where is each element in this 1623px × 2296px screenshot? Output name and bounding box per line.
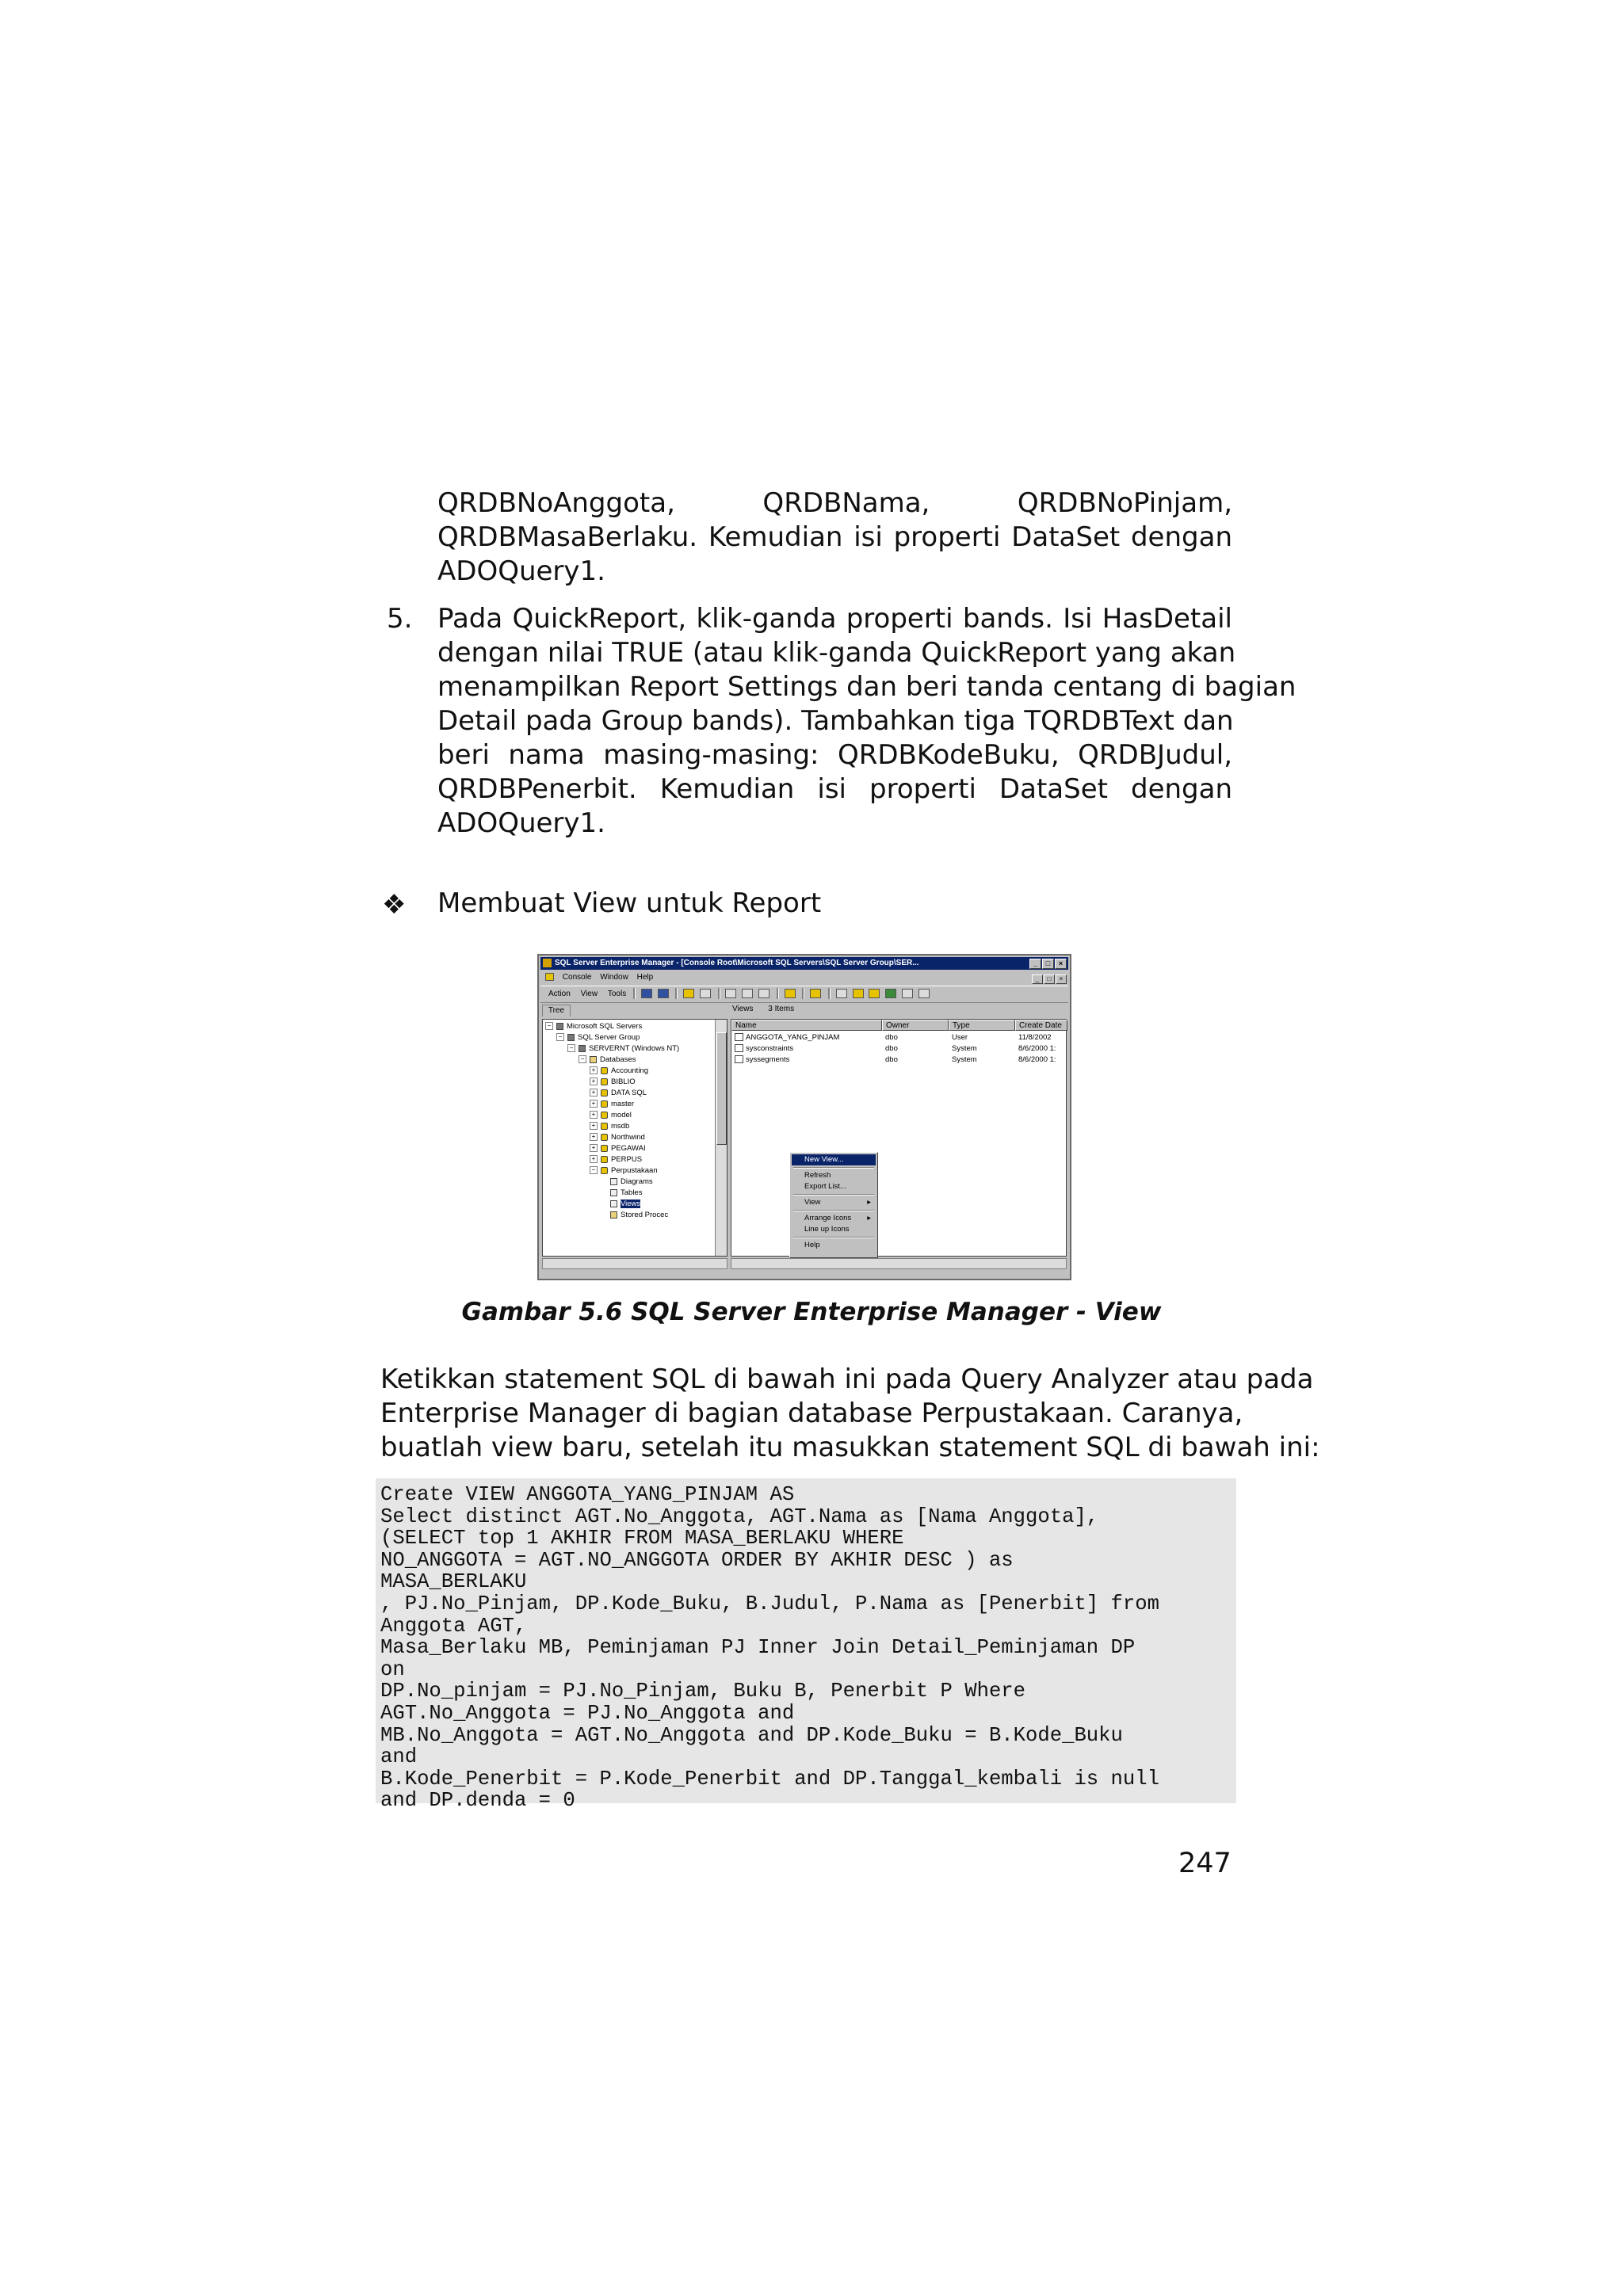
close-button[interactable]: × <box>1055 959 1067 969</box>
code-line: Select distinct AGT.No_Anggota, AGT.Nama as [Nama Anggota], <box>380 1505 1099 1528</box>
table-cell: User <box>952 1033 968 1042</box>
views-label: Views <box>732 1005 754 1013</box>
database-icon <box>601 1112 608 1119</box>
tree-node[interactable]: + master <box>590 1099 634 1110</box>
run-job-icon[interactable] <box>885 989 896 998</box>
table-cell: dbo <box>885 1044 898 1053</box>
code-line: Anggota AGT, <box>380 1614 527 1638</box>
item-line: Detail pada Group bands). Tambahkan tiga TQRDBText dan <box>437 705 1234 737</box>
scroll-thumb[interactable] <box>716 1032 727 1145</box>
column-header-name[interactable]: Name <box>731 1020 882 1031</box>
code-line: MB.No_Anggota = AGT.No_Anggota and DP.Kode_Buku = B.Kode_Buku <box>380 1723 1123 1747</box>
tab-tree[interactable]: Tree <box>542 1005 571 1016</box>
menu-item-refresh[interactable]: Refresh <box>804 1171 831 1180</box>
view-icon <box>610 1200 617 1207</box>
procedure-icon <box>610 1211 617 1219</box>
code-line: (SELECT top 1 AKHIR FROM MASA_BERLAKU WHERE <box>380 1527 904 1550</box>
instruction-paragraph <box>380 1363 1320 1465</box>
table-row[interactable]: ANGGOTA_YANG_PINJAM <box>735 1032 880 1043</box>
menu-view[interactable]: View <box>580 990 598 998</box>
database-icon <box>601 1167 608 1174</box>
tree-horizontal-scrollbar[interactable] <box>542 1258 727 1269</box>
app-icon <box>543 959 552 967</box>
sql-code-block <box>376 1478 1236 1813</box>
database-icon <box>601 1156 608 1163</box>
menu-action[interactable]: Action <box>548 990 571 998</box>
tree-node[interactable]: + msdb <box>590 1121 629 1132</box>
tree-node[interactable]: + Accounting <box>590 1066 648 1077</box>
code-line: DP.No_pinjam = PJ.No_Pinjam, Buku B, Penerbit P Where <box>380 1680 1026 1703</box>
wizard-icon[interactable] <box>810 989 821 998</box>
menu-window[interactable]: Window <box>600 973 628 982</box>
menu-item-view[interactable]: View ▸ <box>804 1198 871 1207</box>
mdi-maximize-button[interactable]: □ <box>1044 974 1055 984</box>
code-line: B.Kode_Penerbit = P.Kode_Penerbit and DP.Tanggal_kembali is null <box>380 1767 1159 1791</box>
toolbar-separator <box>675 988 678 999</box>
view-icon <box>735 1033 743 1041</box>
tree-node[interactable]: − SQL Server Group <box>556 1032 640 1043</box>
section-heading: Membuat View untuk Report <box>437 887 822 919</box>
new-database-icon[interactable] <box>853 989 864 998</box>
delete-icon[interactable] <box>725 989 736 998</box>
table-cell: 11/8/2002 <box>1018 1033 1052 1042</box>
tree-node[interactable]: + DATA SQL <box>590 1088 647 1099</box>
intro-line: QRDBNoAnggota, QRDBNama, QRDBNoPinjam, <box>437 487 1232 519</box>
table-cell: System <box>952 1044 977 1053</box>
page-number: 247 <box>1178 1848 1232 1879</box>
menu-item-line-up-icons[interactable]: Line up Icons <box>804 1225 850 1234</box>
submenu-arrow-icon: ▸ <box>867 1198 871 1207</box>
database-icon <box>601 1145 608 1152</box>
menu-separator <box>793 1167 874 1169</box>
table-cell: dbo <box>885 1055 898 1064</box>
table-cell: System <box>952 1055 977 1064</box>
table-cell: dbo <box>885 1033 898 1042</box>
tree-node[interactable]: + PERPUS <box>590 1154 642 1165</box>
tree-node[interactable]: Views <box>610 1199 640 1210</box>
properties-icon[interactable] <box>742 989 753 998</box>
item-line: QRDBPenerbit. Kemudian isi properti DataSet dengan <box>437 773 1232 805</box>
code-line: and <box>380 1745 418 1769</box>
window-title: SQL Server Enterprise Manager - [Console Root\Microsoft SQL Servers\SQL Server Group\SER... <box>555 959 919 967</box>
tree-node[interactable]: − Perpustakaan <box>590 1165 658 1177</box>
intro-line: ADOQuery1. <box>437 555 605 587</box>
figure-caption: Gambar 5.6 SQL Server Enterprise Manager - View <box>461 1298 1162 1326</box>
code-line: MASA_BERLAKU <box>380 1570 527 1594</box>
column-header-type[interactable]: Type <box>949 1020 1015 1031</box>
paragraph-line: buatlah view baru, setelah itu masukkan statement SQL di bawah ini: <box>380 1432 1320 1463</box>
export-icon[interactable] <box>758 989 769 998</box>
forward-arrow-icon[interactable] <box>658 989 669 998</box>
code-line: Masa_Berlaku MB, Peminjaman PJ Inner Join Detail_Peminjaman DP <box>380 1636 1136 1660</box>
list-header <box>732 1005 807 1013</box>
show-tree-icon[interactable] <box>700 989 711 998</box>
menu-item-export-list[interactable]: Export List... <box>804 1182 846 1191</box>
settings-icon[interactable] <box>902 989 913 998</box>
server-icon <box>579 1045 586 1052</box>
table-cell: 8/6/2000 1: <box>1018 1055 1056 1064</box>
menu-separator <box>793 1194 874 1196</box>
toolbar-separator <box>633 988 636 999</box>
intro-paragraph <box>437 486 1232 589</box>
column-header-owner[interactable]: Owner <box>882 1020 949 1031</box>
menu-tools[interactable]: Tools <box>607 990 627 998</box>
item-line: Pada QuickReport, klik-ganda properti bands. Isi HasDetail <box>437 603 1232 635</box>
up-folder-icon[interactable] <box>683 989 694 998</box>
database-icon <box>601 1078 608 1085</box>
enterprise-manager-screenshot <box>537 954 1071 1280</box>
toolbar-separator <box>802 988 804 999</box>
folder-icon <box>590 1056 597 1063</box>
table-cell: 8/6/2000 1: <box>1018 1044 1056 1053</box>
register-server-icon[interactable] <box>836 989 847 998</box>
menu-help[interactable]: Help <box>636 973 654 982</box>
table-icon <box>610 1189 617 1196</box>
database-icon <box>601 1067 608 1074</box>
mdi-minimize-button[interactable]: _ <box>1032 974 1043 984</box>
tree-node[interactable]: Tables <box>610 1188 642 1199</box>
refresh-icon[interactable] <box>918 989 930 998</box>
tree-node[interactable]: − SERVERNT (Windows NT) <box>567 1043 679 1055</box>
database-icon <box>601 1123 608 1130</box>
table-row[interactable]: syssegments <box>735 1055 880 1066</box>
maximize-button[interactable]: □ <box>1042 959 1054 969</box>
code-line: , PJ.No_Pinjam, DP.Kode_Buku, B.Judul, P.Nama as [Penerbit] from <box>380 1592 1159 1615</box>
submenu-arrow-icon: ▸ <box>867 1214 871 1222</box>
tree-vertical-scrollbar[interactable] <box>715 1020 727 1256</box>
tree-node[interactable]: + PEGAWAI <box>590 1143 646 1154</box>
toolbar-separator <box>718 988 720 999</box>
code-line: NO_ANGGOTA = AGT.NO_ANGGOTA ORDER BY AKHIR DESC ) as <box>380 1548 1014 1572</box>
list-horizontal-scrollbar[interactable] <box>731 1258 1067 1269</box>
menu-item-arrange-icons[interactable]: Arrange Icons ▸ <box>804 1214 871 1222</box>
code-line: Create VIEW ANGGOTA_YANG_PINJAM AS <box>380 1483 795 1506</box>
view-icon <box>735 1055 743 1063</box>
server-group-icon <box>556 1023 563 1030</box>
diagram-icon <box>610 1178 617 1185</box>
view-icon <box>735 1044 743 1052</box>
back-arrow-icon[interactable] <box>641 989 652 998</box>
item-line: beri nama masing-masing: QRDBKodeBuku, QRDBJudul, <box>437 739 1232 771</box>
toolbar-separator <box>828 988 831 999</box>
list-item-text <box>437 602 1296 841</box>
menu-separator <box>793 1210 874 1211</box>
tree-pane[interactable] <box>542 1019 727 1257</box>
tree-node[interactable]: + BIBLIO <box>590 1077 636 1088</box>
database-icon <box>601 1089 608 1097</box>
window-title-bar[interactable] <box>540 957 1068 970</box>
server-group-icon <box>567 1034 575 1041</box>
item-line: ADOQuery1. <box>437 807 605 839</box>
item-line: menampilkan Report Settings dan beri tanda centang di bagian <box>437 671 1296 703</box>
menu-separator <box>793 1237 874 1238</box>
toolbar-separator <box>777 988 779 999</box>
list-number: 5. <box>387 603 413 635</box>
column-header-create-date[interactable]: Create Date <box>1015 1020 1067 1031</box>
console-icon <box>545 973 554 981</box>
help-icon[interactable] <box>785 989 796 998</box>
toolbar <box>540 986 1068 1003</box>
table-row[interactable]: sysconstraints <box>735 1043 880 1055</box>
paragraph-line: Enterprise Manager di bagian database Perpustakaan. Caranya, <box>380 1398 1243 1429</box>
context-menu <box>789 1152 878 1258</box>
menu-bar <box>540 971 1068 984</box>
paragraph-line: Ketikkan statement SQL di bawah ini pada Query Analyzer atau pada <box>380 1363 1314 1395</box>
menu-item-new-view[interactable]: New View... <box>792 1154 876 1165</box>
database-icon <box>601 1100 608 1108</box>
code-line: and DP.denda = 0 <box>380 1789 575 1813</box>
intro-line: QRDBMasaBerlaku. Kemudian isi properti DataSet dengan <box>437 521 1232 553</box>
minimize-button[interactable]: _ <box>1029 959 1041 969</box>
tree-node[interactable]: + Northwind <box>590 1132 645 1143</box>
tree-node[interactable]: Diagrams <box>610 1177 653 1188</box>
views-count: 3 Items <box>768 1005 795 1013</box>
menu-item-help[interactable]: Help <box>804 1241 820 1249</box>
tree-node[interactable]: Stored Procec <box>610 1210 668 1221</box>
new-login-icon[interactable] <box>869 989 880 998</box>
views-list-pane[interactable] <box>731 1019 1067 1257</box>
menu-console[interactable]: Console <box>562 973 592 982</box>
database-icon <box>601 1134 608 1141</box>
code-line: AGT.No_Anggota = PJ.No_Anggota and <box>380 1701 795 1725</box>
tree-node[interactable]: + model <box>590 1110 632 1121</box>
mdi-close-button[interactable]: × <box>1056 974 1067 984</box>
code-line: on <box>380 1657 405 1681</box>
tree-node[interactable]: − Microsoft SQL Servers <box>545 1021 642 1032</box>
tree-node[interactable]: − Databases <box>579 1055 636 1066</box>
bullet-icon: ❖ <box>382 889 407 921</box>
item-line: dengan nilai TRUE (atau klik-ganda QuickReport yang akan <box>437 637 1236 669</box>
